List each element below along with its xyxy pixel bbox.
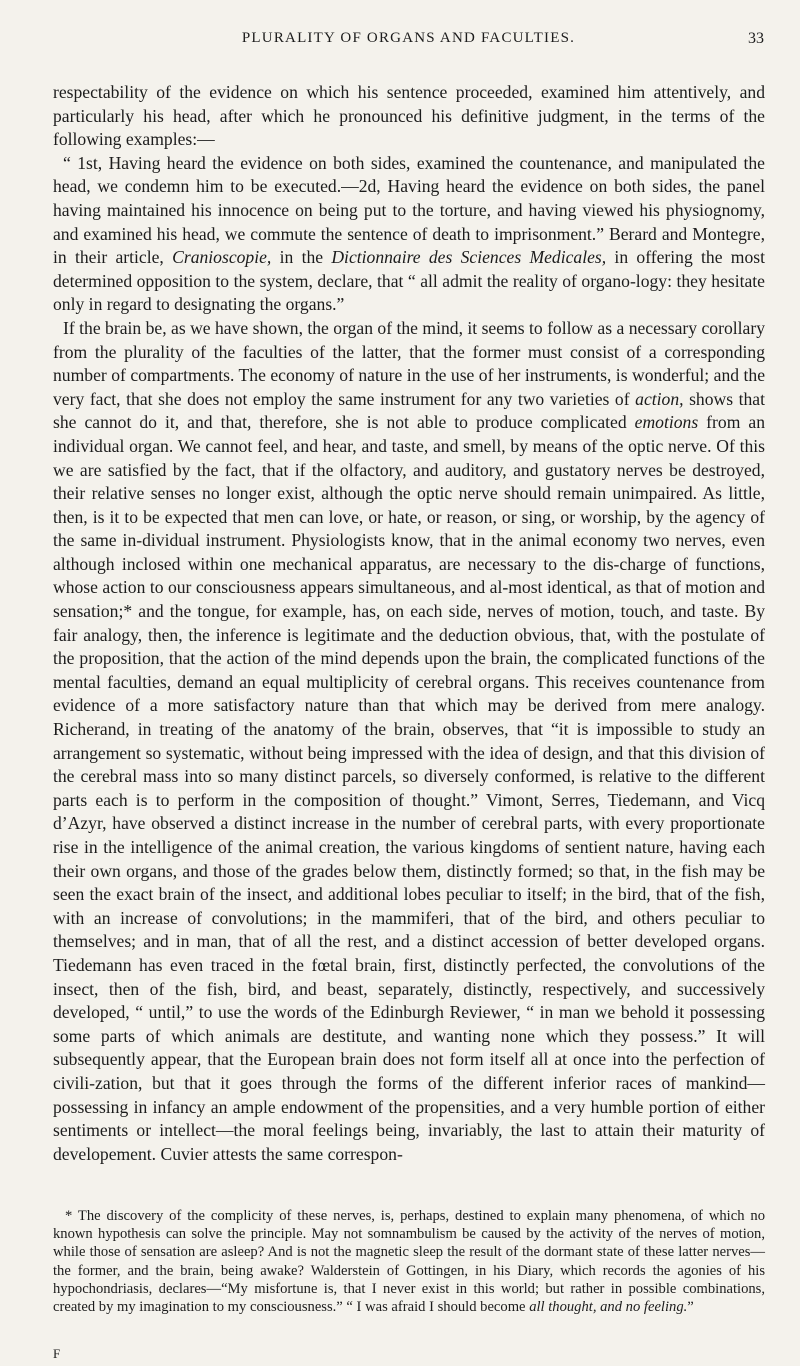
paragraph-3-part-c: from an individual organ. We cannot feel, and hear, and taste, and smell, by means of the optic nerve. Of this we are satisfied by the fact, that if the olfactory, and auditory, and gustatory nerves be destroyed, their relative senses no longer exist, although the optic nerve should remain unimpaired. As little, then, is it to be expected that men can love, or hate, or reason, or sing, or worship, by the agency of the same in-dividual instrument. Physiologists know, that in the animal economy two nerves, even although inclosed within one mechanical apparatus, are necessary to the dis-charge of functions, whose action to our consciousness appears simultaneous, and al-most identical, as that of motion and sensation;* and the tongue, for example, has, on each side, nerves of motion, touch, and taste. By fair analogy, then, the inference is legitimate and the deduction obvious, that, with the postulate of the proposition, that the action of the mind depends upon the brain, the complicated functions of the mental faculties, demand an equal multiplicity of cerebral organs. This receives countenance from evidence of a more satisfactory nature than that which may be derived from mere analogy. Richerand, in treating of the anatomy of the brain, observes, that “it is impossible to study an arrangement so systematic, without being impressed with the idea of design, and that this division of the cerebral mass into so many distinct parcels, so diversely conformed, is relative to the different parts each is to perform in the composition of thought.” Vimont, Serres, Tiedemann, and Vicq d’Azyr, have observed a distinct increase in the number of cerebral parts, with every proportionate rise in the intelligence of the animal creation, the various kingdoms of sentient nature, having each their own organs, and those of the grades below them, distinctly formed; so that, in the fish may be seen the exact brain of the insect, and additional lobes peculiar to itself; in the bird, that of the fish, with an increase of convolutions; in the mammiferi, that of the bird, and others peculiar to themselves; and in man, that of all the rest, and a distinct accession of better developed organs. Tiedemann has even traced in the fœtal brain, first, distinctly perfected, the convolutions of the insect, then of the fish, bird, and beast, separately, distinctly, respectively, and successively developed, “ until,” to use the words of the Edinburgh Reviewer, “ in man we behold it possessing some parts of which animals are destitute, and wanting none which they possess.” It will subsequently appear, that the European brain does not form itself all at once into the perfection of civili-zation, but that it goes through the forms of the different inferior races of mankind— possessing in infancy an ample endowment of the propensities, and a very humble portion of either sentiments or intellect—the moral feelings being, invariably, the last to attain their maturity of developement. Cuvier attests the same correspon- <box>53 412 765 1164</box>
paragraph-2 <box>53 152 765 317</box>
body-text <box>53 81 765 1166</box>
signature-mark: F <box>53 1346 61 1361</box>
title-cranioscopie: Cranioscopie, <box>172 247 272 268</box>
footnote-emphasis: all thought, and no feeling. <box>529 1299 688 1316</box>
page-header <box>53 30 764 58</box>
paragraph-3 <box>53 317 765 1166</box>
paragraph-2-part-b: in the <box>271 247 332 268</box>
paragraph-3-part-b: shows that she cannot do it, and that, therefore, she is not able to produce complicated <box>53 388 765 433</box>
emphasis-action: action, <box>635 388 684 409</box>
paragraph-2-part-a: “ 1st, Having heard the evidence on both sides, examined the countenance, and manipulated the head, we condemn him to be executed.—2d, Having heard the evidence on both sides, the panel having maintained his innocence on being put to the torture, and having viewed his physiognomy, and examined his head, we commute the sentence of death to imprisonment.” Berard and Montegre, in their article, <box>53 152 765 268</box>
title-dictionnaire: Dictionnaire des Sciences Medicales, <box>331 247 607 268</box>
footnote <box>53 1207 765 1316</box>
running-title: PLURALITY OF ORGANS AND FACULTIES. <box>241 30 576 46</box>
paragraph-2-part-c: in offering the most determined opposition to the system, declare, that “ all admit the reality of organo-logy: they hesitate only in regard to designating the organs.” <box>53 247 766 315</box>
paragraph-1: respectability of the evidence on which his sentence proceeded, examined him attentively, and particularly his head, after which he pronounced his definitive judgment, in the terms of the following examples:— <box>53 82 765 150</box>
footnote-text <box>53 1207 765 1316</box>
footnote-part-a: * The discovery of the complicity of these nerves, is, perhaps, destined to explain many phenomena, of which no known hypothesis can solve the principle. May not somnambulism be caused by the activity of the nerves of motion, while those of sensation are asleep? And is not the magnetic sleep the result of the dormant state of these latter nerves—the former, and the brain, being awake? Walderstein of Gottingen, in his Diary, which records the agonies of his hypochondriasis, declares—“My misfortune is, that I never exist in this world; but rather in possible combinations, created by my imagination to my consciousness.” “ I was afraid I should become <box>53 1208 765 1316</box>
emphasis-emotions: emotions <box>634 412 699 433</box>
page-number: 33 <box>748 30 764 47</box>
paragraph-3-part-a: If the brain be, as we have shown, the organ of the mind, it seems to follow as a necessary corollary from the plurality of the faculties of the latter, that the former must consist of a corresponding number of compartments. The economy of nature in the use of her instruments, is wonderful; and the very fact, that she does not employ the same instrument for any two varieties of <box>53 317 765 409</box>
footnote-part-b: ” <box>687 1299 694 1316</box>
